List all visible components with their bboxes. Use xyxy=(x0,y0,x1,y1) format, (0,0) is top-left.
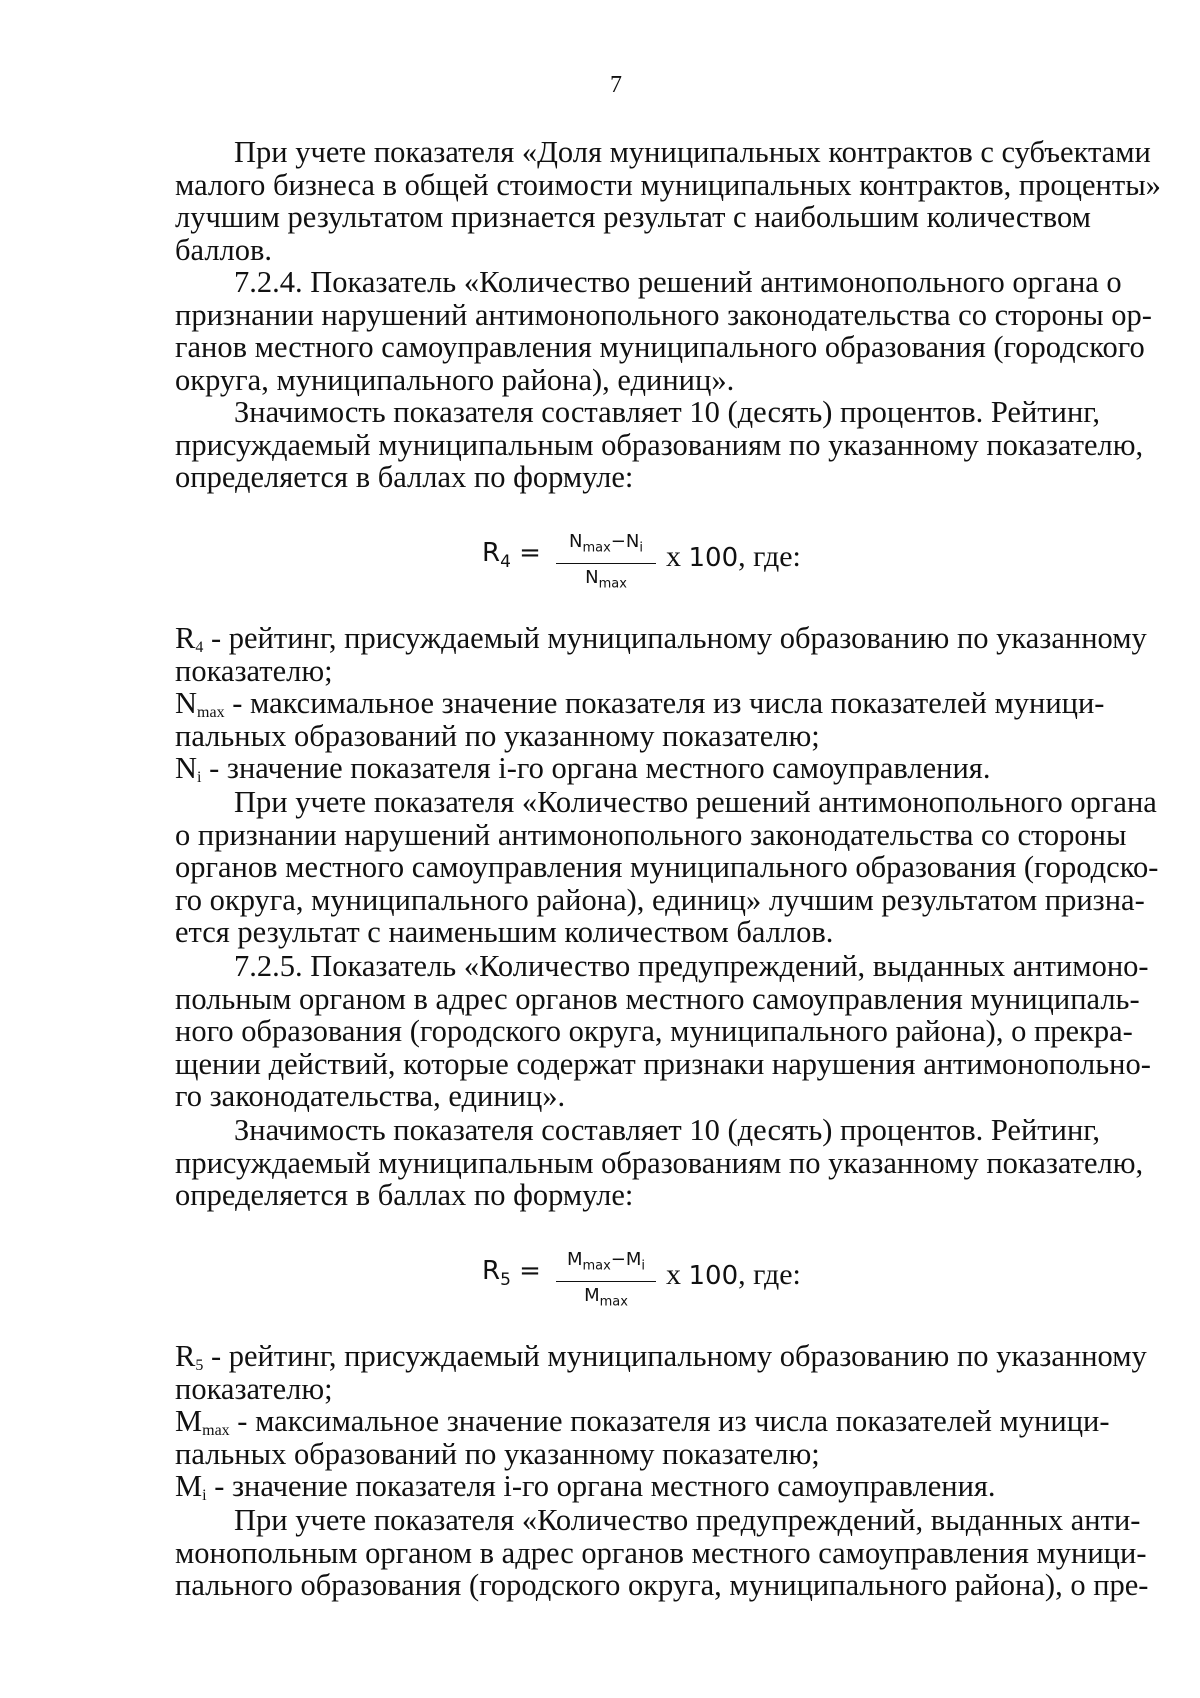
definition-line: $R_4$ - рейтинг, присуждаемый муниципальному образованию по указанному xyxy=(175,621,1147,656)
definition-line: $M_{max}$ - максимальное значение показателя из числа показателей муници- xyxy=(175,1404,1110,1440)
text-line: го законодательства, единиц». xyxy=(175,1079,566,1114)
text-line: показателю; xyxy=(175,1371,333,1406)
formula-numerator: $N_{max}-N_i$ xyxy=(556,530,656,564)
paragraph-decisions-result xyxy=(175,785,1159,950)
text-line: При учете показателя «Количество решений антимонопольного органа xyxy=(234,785,1157,819)
text-line: присуждаемый муниципальным образованиям по указанному показателю, xyxy=(175,427,1144,462)
definition-line: $M_i$ - значение показателя i-го органа местного самоуправления. xyxy=(175,1469,996,1505)
text-line: органов местного самоуправления муниципального образования (городско- xyxy=(175,850,1159,885)
formula-fraction xyxy=(556,1248,656,1314)
definitions-r4 xyxy=(175,621,1147,787)
formula-numerator: $M_{max}-M_i$ xyxy=(556,1248,656,1282)
definitions-r5 xyxy=(175,1339,1147,1505)
paragraph-small-business-result xyxy=(175,135,1161,267)
formula-denominator: $M_{max}$ xyxy=(584,1284,628,1310)
text-line: признании нарушений антимонопольного законодательства со стороны ор- xyxy=(175,297,1152,332)
text-line: Значимость показателя составляет 10 (десять) процентов. Рейтинг, xyxy=(234,1113,1100,1147)
text-line: При учете показателя «Количество предупреждений, выданных анти- xyxy=(234,1503,1141,1537)
text-line: Значимость показателя составляет 10 (десять) процентов. Рейтинг, xyxy=(234,395,1100,429)
text-line: 7.2.4. Показатель «Количество решений антимонопольного органа о xyxy=(234,265,1122,299)
text-line: округа, муниципального района), единиц». xyxy=(175,362,735,397)
text-line: лучшим результатом признается результат с наибольшим количеством xyxy=(175,200,1091,235)
text-line: го округа, муниципального района), единиц» лучшим результатом призна- xyxy=(175,882,1145,917)
page-number: 7 xyxy=(610,72,622,98)
paragraph-7-2-5 xyxy=(175,949,1151,1114)
formula-r4 xyxy=(0,530,1200,600)
formula-fraction xyxy=(556,530,656,596)
text-line: щении действий, которые содержат признаки нарушения антимонопольно- xyxy=(175,1046,1151,1081)
text-line: определяется в баллах по формуле: xyxy=(175,460,634,495)
definition-line: $N_i$ - значение показателя i-го органа местного самоуправления. xyxy=(175,751,991,787)
formula-lhs: $R_4$ = xyxy=(482,538,541,573)
text-line: монопольным органом в адрес органов местного самоуправления муници- xyxy=(175,1535,1147,1570)
formula-denominator: $N_{max}$ xyxy=(585,566,627,592)
text-line: пальных образований по указанному показателю; xyxy=(175,718,820,753)
text-line: ного образования (городского округа, муниципального района), о прекра- xyxy=(175,1014,1133,1049)
text-line: пального образования (городского округа, муниципального района), о пре- xyxy=(175,1568,1149,1603)
text-line: о признании нарушений антимонопольного законодательства со стороны xyxy=(175,817,1127,852)
formula-r5 xyxy=(0,1248,1200,1318)
paragraph-significance-4 xyxy=(175,395,1144,495)
text-line: пальных образований по указанному показателю; xyxy=(175,1436,820,1471)
formula-rhs: x 100, где: xyxy=(666,1258,801,1291)
definition-line: $N_{max}$ - максимальное значение показателя из числа показателей муници- xyxy=(175,686,1105,722)
text-line: При учете показателя «Доля муниципальных контрактов с субъектами xyxy=(234,135,1151,169)
text-line: польным органом в адрес органов местного самоуправления муниципаль- xyxy=(175,981,1140,1016)
text-line: определяется в баллах по формуле: xyxy=(175,1178,634,1213)
text-line: малого бизнеса в общей стоимости муниципальных контрактов, проценты» xyxy=(175,167,1161,202)
text-line: показателю; xyxy=(175,653,333,688)
text-line: баллов. xyxy=(175,232,273,267)
formula-rhs: x 100, где: xyxy=(666,540,801,573)
paragraph-significance-5 xyxy=(175,1113,1144,1213)
paragraph-7-2-4 xyxy=(175,265,1152,397)
text-line: ется результат с наименьшим количеством баллов. xyxy=(175,915,834,950)
text-line: присуждаемый муниципальным образованиям по указанному показателю, xyxy=(175,1145,1144,1180)
formula-lhs: $R_5$ = xyxy=(482,1256,541,1291)
text-line: 7.2.5. Показатель «Количество предупреждений, выданных антимоно- xyxy=(234,949,1149,983)
definition-line: $R_5$ - рейтинг, присуждаемый муниципальному образованию по указанному xyxy=(175,1339,1147,1374)
text-line: ганов местного самоуправления муниципального образования (городского xyxy=(175,330,1145,365)
paragraph-warnings-result xyxy=(175,1503,1149,1603)
